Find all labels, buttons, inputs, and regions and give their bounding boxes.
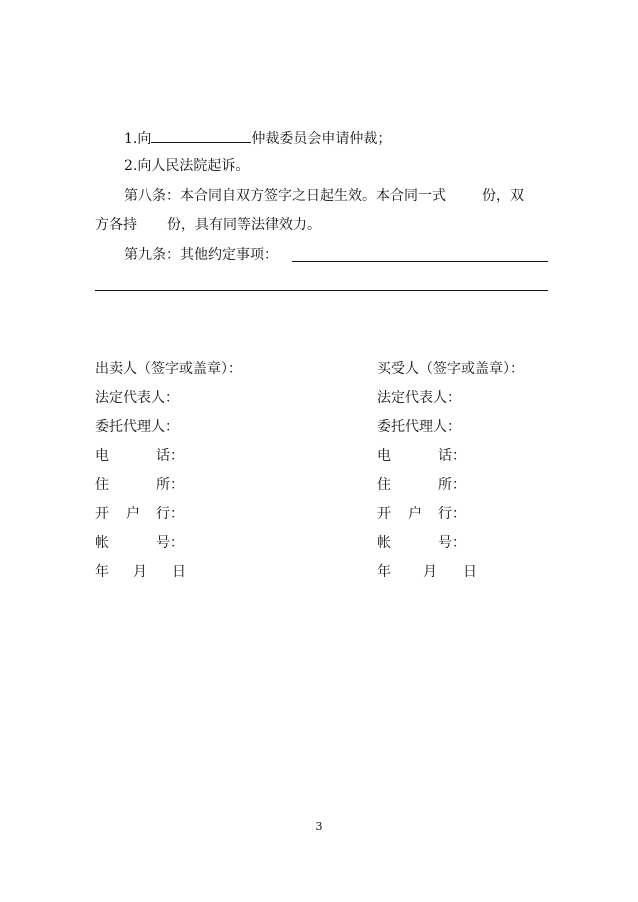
buyer-account	[377, 534, 577, 563]
article-9-blank-line-2[interactable]	[95, 290, 548, 291]
arbitration-clause	[124, 128, 391, 148]
seller-address-char-a: 住	[95, 477, 109, 493]
article-8-line-2	[95, 216, 321, 234]
seller-date-day: 日	[172, 564, 186, 580]
article-8-text-d: 份，具有同等法律效力。	[167, 217, 321, 233]
buyer-bank-char-b: 户	[408, 506, 422, 522]
buyer-legal-rep: 法定代表人：	[377, 390, 461, 406]
buyer-phone-char-a: 电	[377, 448, 391, 464]
seller-address-char-b: 所：	[156, 477, 184, 493]
buyer-agent: 委托代理人：	[377, 419, 461, 435]
article-8-text-c: 方各持	[95, 217, 137, 233]
seller-legal-rep: 法定代表人：	[95, 390, 179, 406]
buyer-bank-char-a: 开	[377, 506, 391, 522]
article-9-blank-line-1[interactable]	[292, 261, 548, 262]
seller-agent: 委托代理人：	[95, 419, 179, 435]
seller-date-year: 年	[95, 564, 109, 580]
arbitration-prefix: 1.向	[124, 131, 152, 147]
seller-address	[95, 476, 295, 505]
buyer-address	[377, 476, 577, 505]
seller-account	[95, 534, 295, 563]
buyer-signature-block	[377, 360, 577, 592]
arbitration-committee-blank[interactable]	[151, 128, 251, 143]
seller-bank-char-b: 户	[126, 506, 140, 522]
buyer-bank	[377, 505, 577, 534]
seller-signature-block	[95, 360, 295, 592]
seller-date	[95, 563, 295, 592]
article-9-label: 第九条：其他约定事项：	[124, 247, 278, 263]
buyer-address-char-a: 住	[377, 477, 391, 493]
seller-date-month: 月	[133, 564, 147, 580]
arbitration-suffix: 仲裁委员会申请仲裁；	[251, 131, 392, 147]
article-8-text-a: 第八条：本合同自双方签字之日起生效。本合同一式	[124, 188, 446, 204]
buyer-account-char-a: 帐	[377, 535, 391, 551]
seller-account-char-a: 帐	[95, 535, 109, 551]
buyer-phone-char-b: 话：	[438, 448, 466, 464]
buyer-account-char-b: 号：	[438, 535, 466, 551]
buyer-date-day: 日	[463, 564, 477, 580]
article-8-line-1	[124, 187, 524, 205]
seller-title: 出卖人（签字或盖章）：	[95, 361, 242, 377]
seller-bank-char-a: 开	[95, 506, 109, 522]
seller-account-char-b: 号：	[156, 535, 184, 551]
article-8-text-b: 份，双	[482, 188, 524, 204]
buyer-date-year: 年	[377, 564, 391, 580]
article-9-line	[124, 246, 278, 264]
buyer-bank-char-c: 行：	[438, 506, 466, 522]
buyer-date	[377, 563, 577, 592]
seller-bank	[95, 505, 295, 534]
seller-phone-char-b: 话：	[156, 448, 184, 464]
buyer-address-char-b: 所：	[438, 477, 466, 493]
page-number: 3	[315, 820, 323, 833]
seller-phone-char-a: 电	[95, 448, 109, 464]
buyer-phone	[377, 447, 577, 476]
litigation-clause: 2.向人民法院起诉。	[124, 158, 250, 174]
seller-phone	[95, 447, 295, 476]
seller-bank-char-c: 行：	[156, 506, 184, 522]
buyer-date-month: 月	[423, 564, 437, 580]
buyer-title: 买受人（签字或盖章）：	[377, 361, 524, 377]
